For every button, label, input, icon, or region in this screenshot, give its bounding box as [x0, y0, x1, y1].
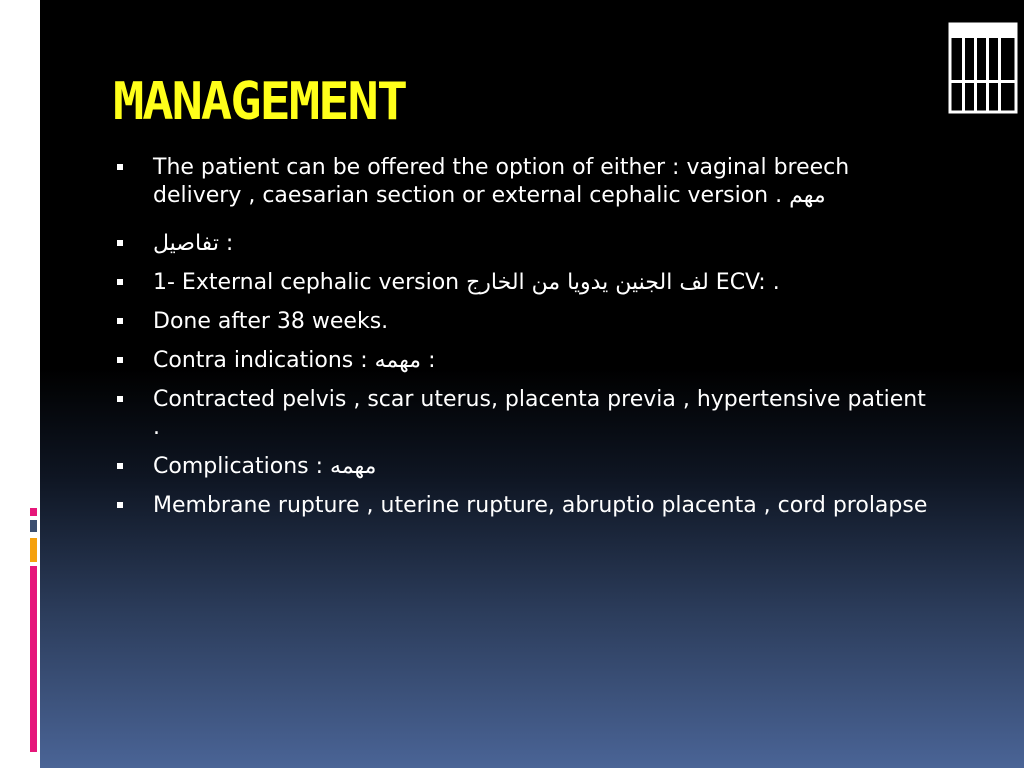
- bullet-text: Contracted pelvis , scar uterus, placenta previa , hypertensive patient .: [153, 387, 926, 440]
- square-bullet-icon: [117, 357, 123, 363]
- accent-bar-pink-long: [30, 566, 37, 752]
- bullet-item-timing: [113, 308, 933, 336]
- bullet-text: Contra indications : مهمه :: [153, 348, 436, 373]
- bullet-item-complications-list: [113, 492, 933, 520]
- bullet-item-details: [113, 230, 933, 258]
- accent-bar-orange: [30, 538, 37, 562]
- square-bullet-icon: [117, 502, 123, 508]
- bullet-item-contra-indications: [113, 347, 933, 375]
- square-bullet-icon: [117, 240, 123, 246]
- square-bullet-icon: [117, 463, 123, 469]
- bullet-text: Complications : مهمه: [153, 454, 377, 479]
- slide-title: MANAGEMENT: [113, 72, 407, 132]
- bullet-text: The patient can be offered the option of either : vaginal breech delivery , caesarian section or external cephalic version . مهم: [153, 155, 850, 208]
- square-bullet-icon: [117, 396, 123, 402]
- window-pane-icon: [948, 22, 1018, 114]
- bullet-text: تفاصيل :: [153, 231, 234, 256]
- bullet-item-contra-list: [113, 386, 933, 442]
- bullet-item-options: [113, 154, 933, 210]
- accent-bar-gray: [30, 520, 37, 532]
- square-bullet-icon: [117, 318, 123, 324]
- bullet-list: [113, 154, 933, 531]
- accent-bar-pink-top: [30, 508, 37, 516]
- bullet-text: Done after 38 weeks.: [153, 309, 389, 334]
- bullet-item-complications: [113, 453, 933, 481]
- bullet-item-ecv: [113, 269, 933, 297]
- square-bullet-icon: [117, 164, 123, 170]
- bullet-text: Membrane rupture , uterine rupture, abruptio placenta , cord prolapse: [153, 493, 928, 518]
- square-bullet-icon: [117, 279, 123, 285]
- bullet-text: 1- External cephalic version لف الجنين يدويا من الخارج ECV: .: [153, 270, 780, 295]
